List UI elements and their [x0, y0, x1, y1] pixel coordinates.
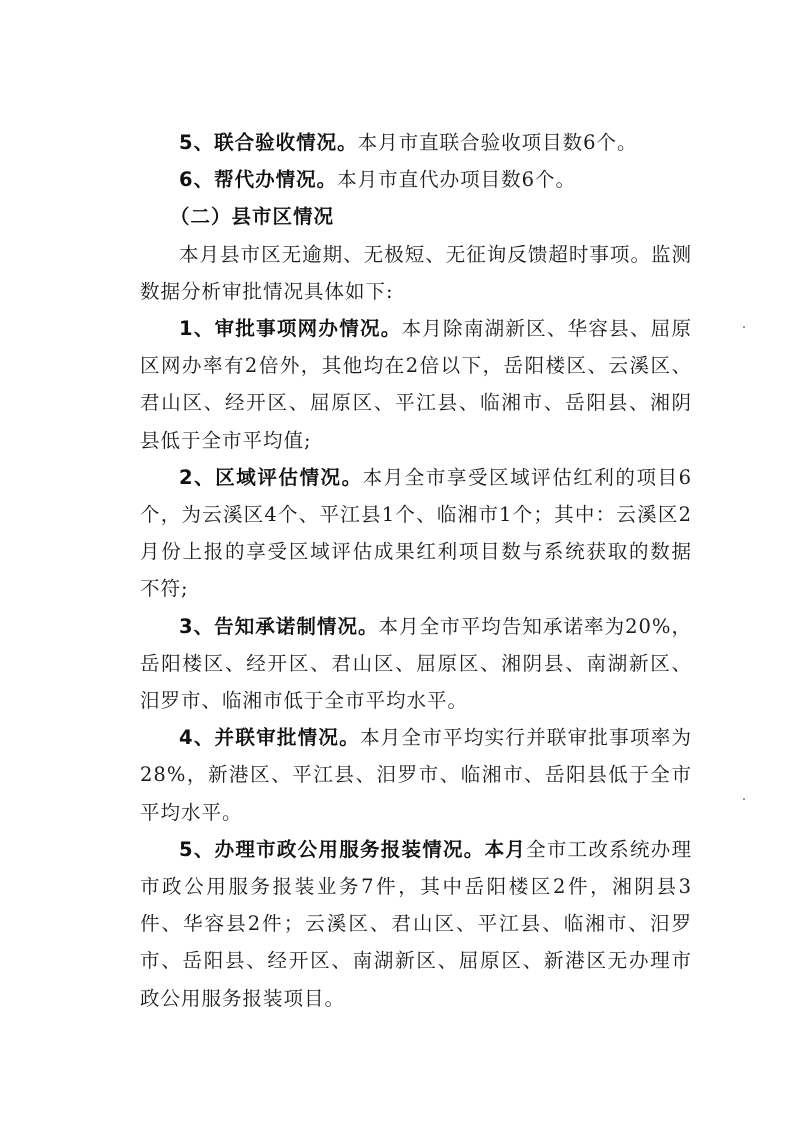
- paragraph-heading: 4、并联审批情况。: [179, 726, 360, 750]
- scan-speck: [743, 798, 745, 800]
- paragraph-text: 全市工改系统办理市政公用服务报装业务7件，其中岳阳楼区2件，湘阴县3件、华容县2件；云溪区、君山区、平江县、临湘市、汨罗市、岳阳县、经开区、南湖新区、屈原区、新港区无办理市政公用服务报装项目。: [140, 837, 692, 1010]
- paragraph-heading: 5、联合验收情况。: [179, 131, 358, 154]
- paragraph-text: 本月市直联合验收项目数6个。: [357, 131, 638, 154]
- paragraph-text: 本月全市平均告知承诺率为20%，岳阳楼区、经开区、君山区、屈原区、湘阴县、南湖新区、汨罗市、临湘市低于全市平均水平。: [140, 614, 692, 713]
- paragraph-joint-acceptance: [140, 124, 692, 161]
- section-title-county: （二）县市区情况: [170, 205, 335, 229]
- paragraph-notification-commitment: [140, 608, 692, 720]
- paragraph-agency-service: [140, 161, 692, 198]
- paragraph-county-overview: [140, 236, 692, 310]
- paragraph-text: 本月市直代办项目数6个。: [337, 168, 576, 192]
- paragraph-parallel-approval: [140, 719, 692, 831]
- paragraph-online-processing: [140, 310, 692, 459]
- scan-speck: [743, 326, 745, 328]
- paragraph-text: 本月县市区无逾期、无极短、无征询反馈超时事项。监测数据分析审批情况具体如下:: [140, 242, 692, 303]
- paragraph-heading: 3、告知承诺制情况。: [179, 614, 379, 638]
- paragraph-utility-installation: [140, 831, 692, 1017]
- document-body: [140, 124, 692, 1017]
- paragraph-heading: 6、帮代办情况。: [179, 168, 338, 192]
- paragraph-text: 本月全市平均实行并联审批事项率为28%，新港区、平江县、汨罗市、临湘市、岳阳县低于全市平均水平。: [140, 726, 692, 824]
- paragraph-text: 本月全市享受区域评估红利的项目6个，为云溪区4个、平江县1个、临湘市1个；其中：云溪区2月份上报的享受区域评估成果红利项目数与系统获取的数据不符;: [140, 465, 692, 601]
- paragraph-heading: 1、审批事项网办情况。: [179, 317, 402, 341]
- paragraph-text: 本月除南湖新区、华容县、屈原区网办率有2倍外，其他均在2倍以下，岳阳楼区、云溪区、君山区、经开区、屈原区、平江县、临湘市、岳阳县、湘阴县低于全市平均值;: [140, 317, 692, 452]
- paragraph-heading: 5、办理市政公用服务报装情况。本月: [179, 837, 527, 861]
- paragraph-regional-assessment: [140, 459, 692, 608]
- paragraph-heading: 2、区域评估情况。: [179, 465, 363, 489]
